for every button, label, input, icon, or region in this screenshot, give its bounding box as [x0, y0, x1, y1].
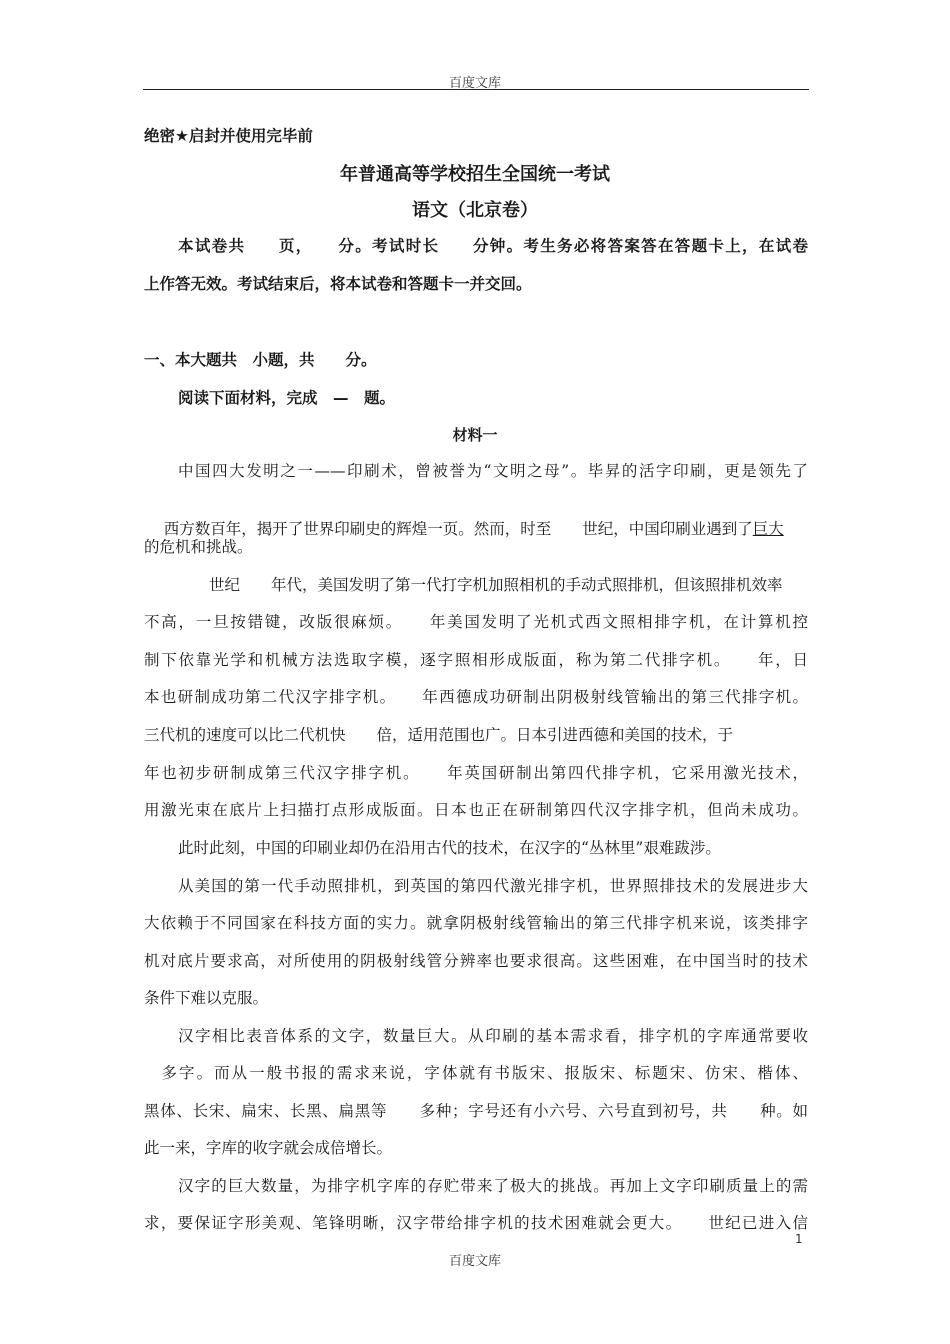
- body-line-14: 机对底片要求高，对所使用的阴极射线管分辨率也要求很高。这些困难，在中国当时的技术: [144, 952, 808, 970]
- body-line-20: 汉字的巨大数量，为排字机字库的存贮带来了极大的挑战。再加上文字印刷质量上的需: [178, 1177, 808, 1195]
- body-line-10: 用激光束在底片上扫描打点形成版面。日本也正在研制第四代汉字排字机，但尚未成功。: [144, 801, 808, 819]
- material-title: 材料一: [452, 426, 498, 444]
- body-line-4: 世纪 年代，美国发明了第一代打字机加照相机的手动式照排机，但该照排机效率: [178, 576, 783, 594]
- body-line-5: 不高，一旦按错键，改版很麻烦。 年美国发明了光机式西文照相排字机，在计算机控: [144, 613, 808, 631]
- body-line-7: 本也研制成功第二代汉字排字机。 年西德成功研制出阴极射线管输出的第三代排字机。: [144, 688, 808, 706]
- body-line-21: 求，要保证字形美观、笔锋明晰，汉字带给排字机的技术困难就会更大。 世纪已进入信: [144, 1214, 808, 1232]
- exam-subtitle: 语文（北京卷）: [412, 200, 538, 221]
- body-line-17: 多字。而从一般书报的需求来说，字体就有书版宋、报版宋、标题宋、仿宋、楷体、: [144, 1064, 808, 1082]
- body-line-13: 大依赖于不同国家在科技方面的实力。就拿阴极射线管输出的第三代排字机来说，该类排字: [144, 914, 808, 932]
- confidential-notice: 绝密★启封并使用完毕前: [144, 127, 313, 145]
- body-line-12: 从美国的第一代手动照排机，到英国的第四代激光排字机，世界照排技术的发展进步大: [178, 877, 808, 895]
- instructions-line-1: 本试卷共 页， 分。考试时长 分钟。考生务必将答案答在答题卡上，在试卷: [178, 237, 808, 255]
- exam-title: 年普通高等学校招生全国统一考试: [340, 164, 610, 185]
- body-line-18: 黑体、长宋、扁宋、长黑、扁黑等 多种；字号还有小六号、六号直到初号，共 种。如: [144, 1102, 808, 1120]
- body-line-6: 制下依靠光学和机械方法选取字模，逐字照相形成版面，称为第二代排字机。 年，日: [144, 651, 808, 669]
- header-divider: [143, 89, 809, 90]
- underlined-term: 巨大: [752, 520, 784, 538]
- section-directive: 阅读下面材料，完成 — 题。: [178, 389, 396, 407]
- page-footer: 百度文库: [448, 1254, 501, 1269]
- body-line-11: 此时此刻，中国的印刷业却仍在沿用古代的技术，在汉字的“丛林里”艰难跋涉。: [178, 839, 721, 857]
- body-line-19: 此一来，字库的收字就会成倍增长。: [144, 1139, 393, 1157]
- body-line-9: 年也初步研制成第三代汉字排字机。 年英国研制出第四代排字机，它采用激光技术，: [144, 764, 808, 782]
- body-line-15: 条件下难以克服。: [144, 989, 269, 1007]
- page-number: 1: [795, 1232, 803, 1246]
- body-line-2-text: 西方数百年，揭开了世界印刷史的辉煌一页。然而，时至 世纪，中国印刷业遇到了: [163, 520, 753, 538]
- body-line-8: 三代机的速度可以比二代机快 倍，适用范围也广。日本引进西德和美国的技术，于: [144, 726, 734, 744]
- section-heading: 一、本大题共 小题，共 分。: [144, 351, 377, 369]
- instructions-line-2: 上作答无效。考试结束后，将本试卷和答题卡一并交回。: [144, 275, 532, 293]
- body-line-1: 中国四大发明之一——印刷术，曾被誉为“文明之母”。毕昇的活字印刷，更是领先了: [178, 462, 808, 480]
- body-line-16: 汉字相比表音体系的文字，数量巨大。从印刷的基本需求看，排字机的字库通常要收: [178, 1027, 808, 1045]
- page-header: 百度文库: [448, 76, 501, 91]
- body-line-3: 的危机和挑战。: [144, 538, 253, 556]
